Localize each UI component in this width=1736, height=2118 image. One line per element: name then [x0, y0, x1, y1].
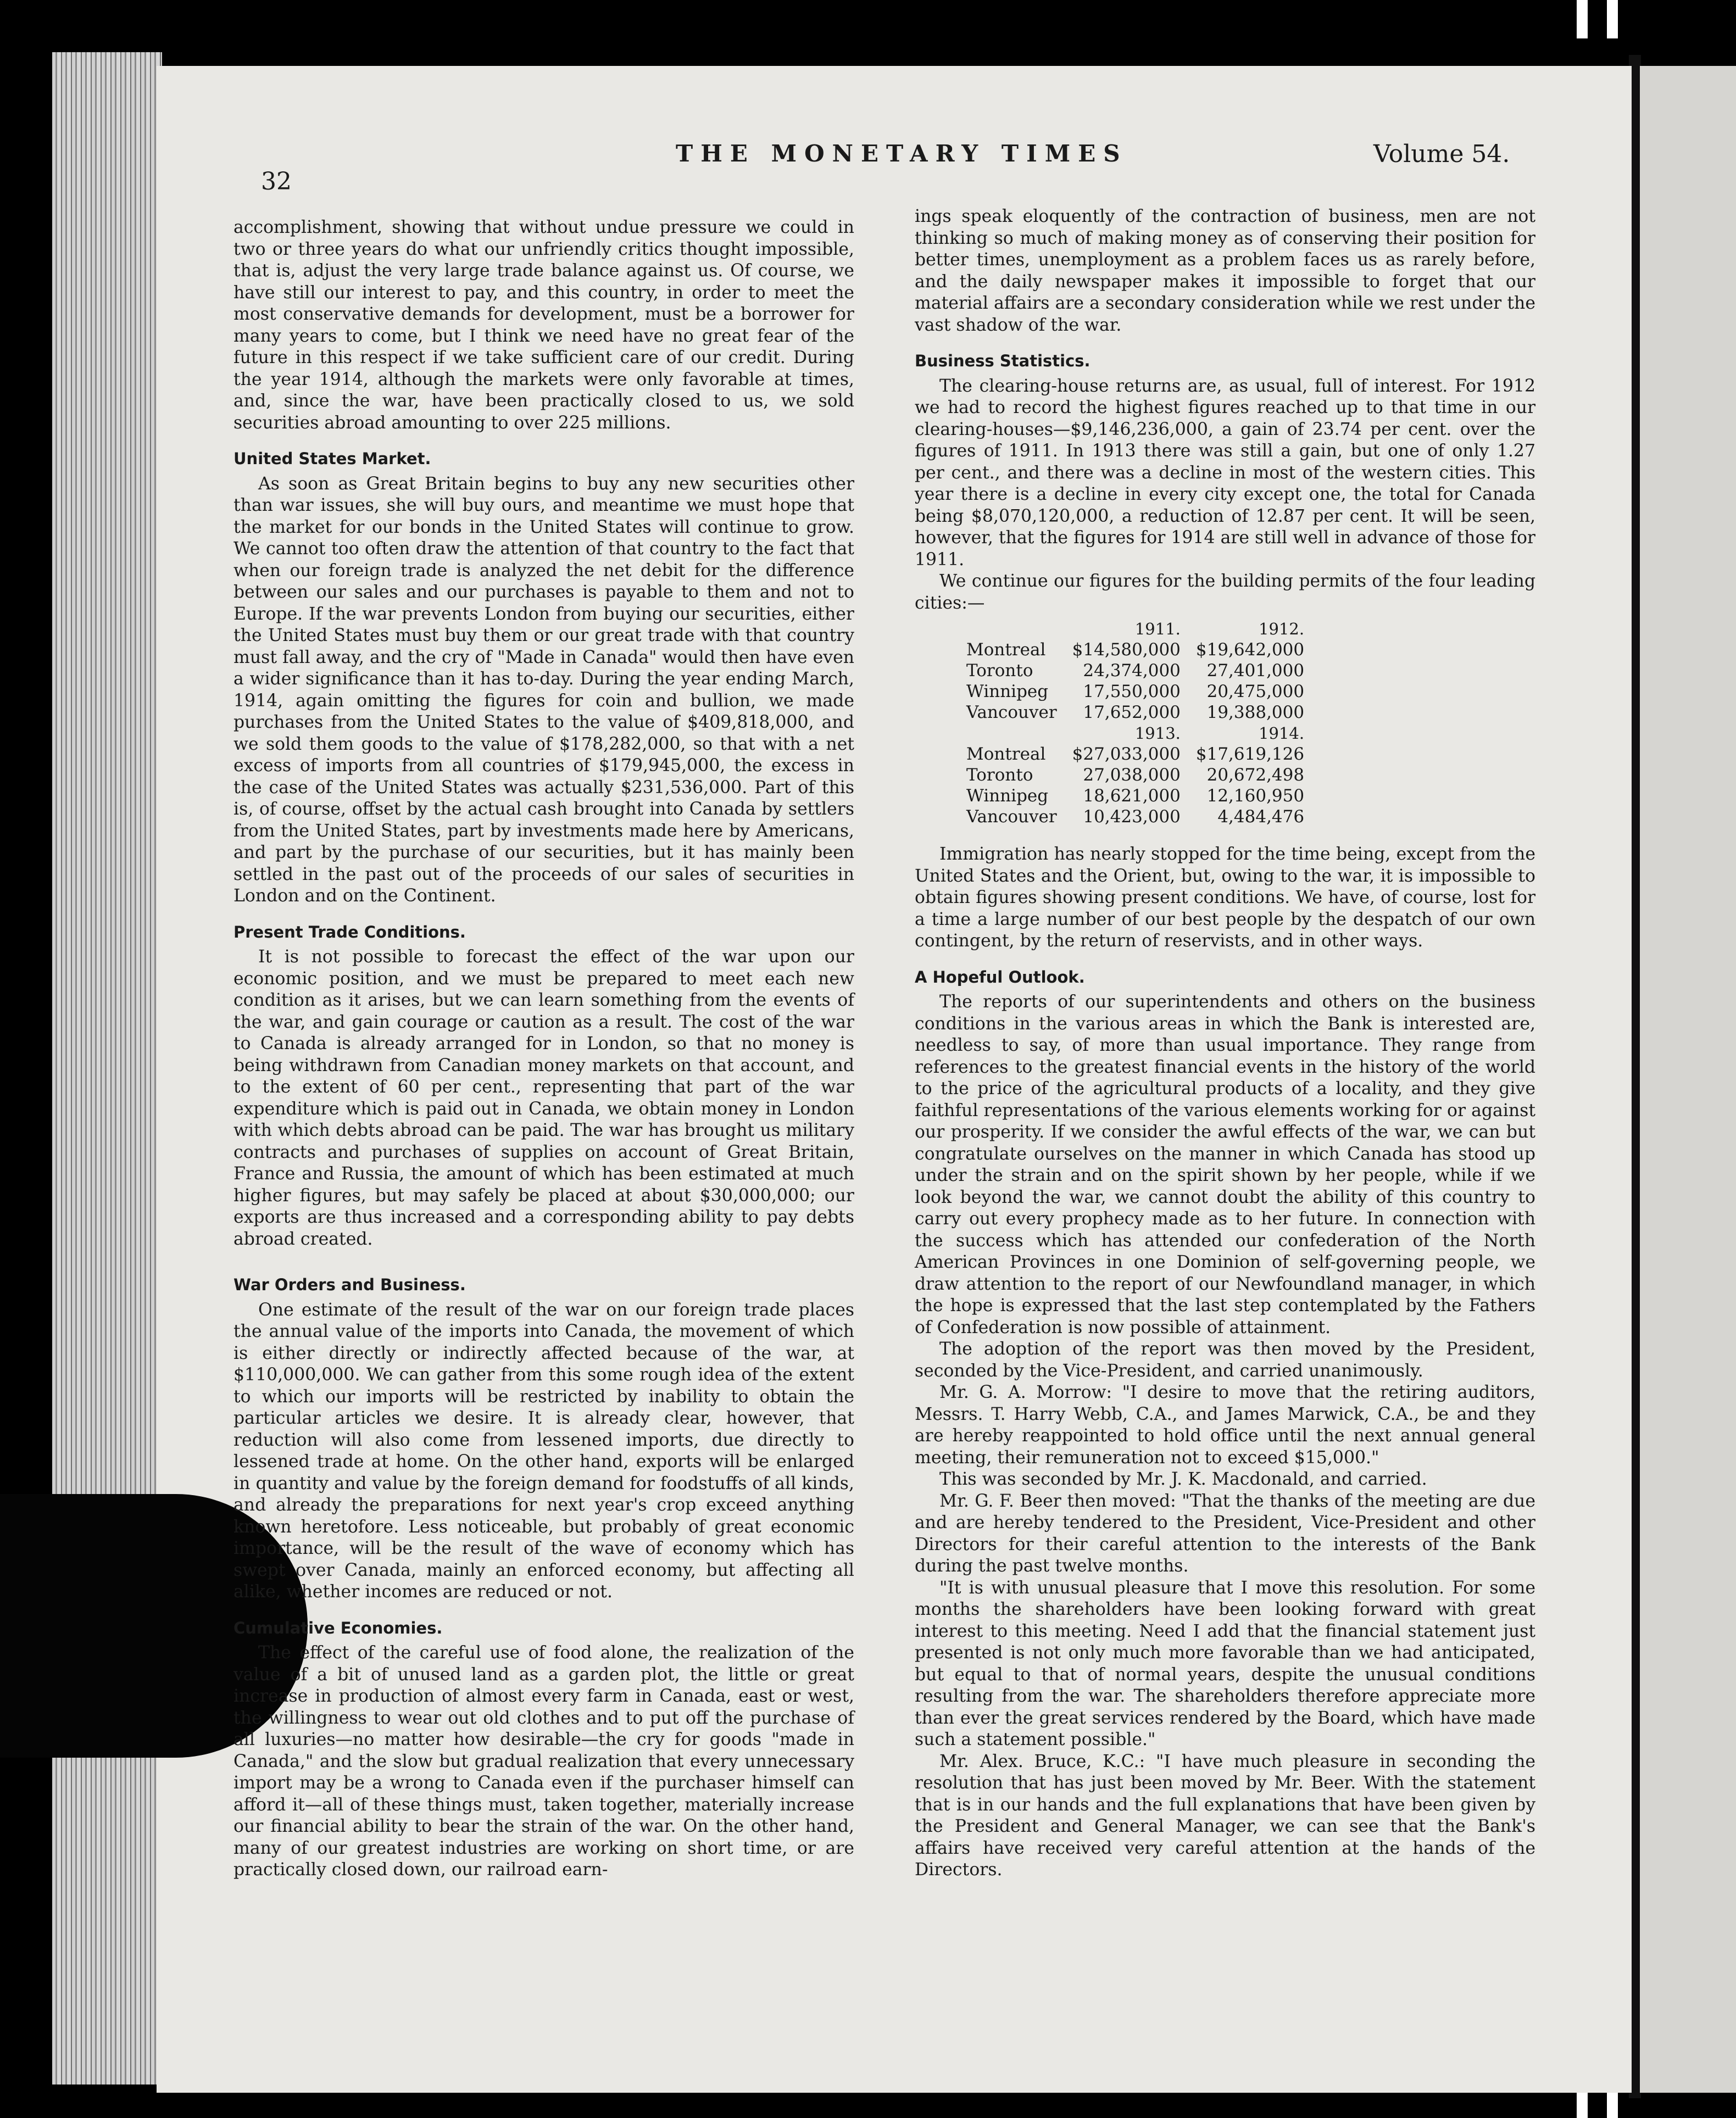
value-cell: 20,672,498 — [1206, 765, 1305, 785]
value-cell: 18,621,000 — [1083, 786, 1181, 806]
section-heading: Present Trade Conditions. — [233, 922, 466, 941]
year-label: 1911. — [1134, 620, 1181, 638]
paragraph: Immigration has nearly stopped for the time being, except from the United States and the Orient, but, owing to the war, it is impossible to obtain figures showing present conditions. We have, of course, lost for a time a large number of our best people by the despatch of our own contingent, by the return of reservists, and in other ways. — [915, 844, 1535, 951]
facing-page — [1640, 66, 1736, 2093]
section-heading: Business Statistics. — [915, 352, 1090, 370]
value-cell: 4,484,476 — [1217, 807, 1305, 827]
paragraph: It is not possible to forecast the effect of the war upon our economic position, and we must be prepared to meet each new condition as it arises, but we can learn something from the events of the war, and gain courage or caution as a result. The cost of the war to Canada is already arranged for in London, so that no money is being withdrawn from Canadian money markets on that account, and to the extent of 60 per cent., representing that part of the war expenditure which is paid out in Canada, we obtain money in London with which debts abroad can be paid. The war has brought us military contracts and purchases of supplies on account of Great Britain, France and Russia, the amount of which has been estimated at much higher figures, but may safely be placed at about $30,000,000; our exports are thus increased and a corresponding ability to pay debts abroad created. — [233, 947, 854, 1249]
value-cell: $17,619,126 — [1195, 744, 1305, 764]
volume-label: Volume 54. — [1373, 140, 1510, 168]
value-cell: 20,475,000 — [1206, 682, 1305, 701]
table-row — [959, 785, 1312, 806]
page-number: 32 — [261, 168, 292, 196]
city-cell: Toronto — [966, 661, 1033, 681]
paragraph: The reports of our superintendents and others on the business conditions in the various areas in which the Bank is interested are, needless to say, of more than usual importance. They range from references to the greatest financial events in the history of the world to the price of the agricultural products of a locality, and they give faithful representations of the various elements working for or against our prosperity. If we consider the awful effects of the war, we can but congratulate ourselves on the manner in which Canada has stood up under the strain and on the spirit shown by her people, while if we look beyond the war, we cannot doubt the ability of this country to carry out every prophecy made as to her future. In connection with the success which has attended our confederation of the North American Provinces in one Dominion of self-governing people, we draw attention to the report of our Newfoundland manager, in which the hope is expressed that the last step contemplated by the Fathers of Confederation is now possible of attainment. — [915, 992, 1535, 1337]
city-cell: Winnipeg — [966, 786, 1049, 806]
paragraph: We continue our figures for the building permits of the four leading cities:— — [915, 571, 1535, 613]
book-page-edges — [52, 52, 162, 2084]
paragraph: As soon as Great Britain begins to buy any new securities other than war issues, she will buy ours, and meantime we must hope that the market for our bonds in the United States will continue to grow. We cannot too often draw the attention of that country to the fact that when our foreign trade is analyzed the net debit for the difference between our sales and our purchases is payable to them and not to Europe. If the war prevents London from buying our securities, either the United States must buy them or our great trade with that country must fall away, and the cry of "Made in Canada" would then have even a wider significance than it has to-day. During the year ending March, 1914, again omitting the figures for coin and bullion, we made purchases from the United States to the value of $409,818,000, and we sold them goods to the value of $178,282,000, so that with a net excess of imports from all countries of $179,945,000, the excess in the case of the United States was actually $231,536,000. Part of this is, of course, offset by the actual cash brought into Canada by settlers from the United States, part by investments made here by Americans, and part by the purchase of our securities, but it has mainly been settled in the past out of the proceeds of our sales of securities in London and on the Continent. — [233, 473, 854, 906]
value-cell: 17,652,000 — [1083, 703, 1181, 722]
paragraph: This was seconded by Mr. J. K. Macdonald, and carried. — [939, 1469, 1427, 1489]
film-mark — [1607, 0, 1618, 38]
value-cell: 27,038,000 — [1083, 765, 1181, 785]
city-cell: Winnipeg — [966, 682, 1049, 701]
city-cell: Montreal — [966, 744, 1046, 764]
paragraph: The adoption of the report was then moved by the President, seconded by the Vice-President, and carried unanimously. — [915, 1339, 1535, 1381]
city-cell: Vancouver — [966, 807, 1057, 827]
table-year-row — [959, 618, 1312, 639]
table-row — [959, 681, 1312, 702]
section-heading: United States Market. — [233, 449, 431, 468]
section-heading: Cumulative Economies. — [233, 1618, 443, 1637]
city-cell: Toronto — [966, 765, 1033, 785]
table-row — [959, 660, 1312, 681]
journal-title: THE MONETARY TIMES — [676, 140, 1128, 167]
year-label: 1912. — [1259, 620, 1305, 638]
paragraph: "It is with unusual pleasure that I move this resolution. For some months the shareholders have been looking forward with great interest to this meeting. Need I add that the financial statement just presented is not only much more favorable than we had anticipated, but equal to that of normal years, despite the unusual conditions resulting from the war. The shareholders therefore appreciate more than ever the great services rendered by the Board, which have made such a statement possible." — [915, 1578, 1535, 1749]
city-cell: Montreal — [966, 640, 1046, 660]
table-row — [959, 639, 1312, 660]
table-year-row — [959, 723, 1312, 744]
paragraph: The effect of the careful use of food alone, the realization of the value of a bit of unused land as a garden plot, the little or great increase in production of almost every farm in Canada, east or west, the willingness to wear out old clothes and to put off the purchase of all luxuries—no matter how desirable—the cry for goods "made in Canada," and the slow but gradual realization that every unnecessary import may be a wrong to Canada even if the purchaser himself can afford it—all of these things must, taken together, materially increase our financial ability to bear the strain of the war. On the other hand, many of our greatest industries are working on short time, or are practically closed down, our railroad earn- — [233, 1643, 854, 1880]
table-row — [959, 702, 1312, 723]
section-heading: War Orders and Business. — [233, 1275, 466, 1294]
paragraph: ings speak eloquently of the contraction of business, men are not thinking so much of making money as of conserving their position for better times, unemployment as a problem faces us as rarely before, and the daily newspaper makes it impossible to forget that our material affairs are a secondary consideration while we rest under the vast shadow of the war. — [915, 207, 1535, 335]
value-cell: $19,642,000 — [1195, 640, 1305, 660]
value-cell: $14,580,000 — [1072, 640, 1181, 660]
paragraph: Mr. G. F. Beer then moved: "That the thanks of the meeting are due and are hereby tendered to the President, Vice-President and other Directors for their careful attention to the interests of the Bank during the past twelve months. — [915, 1491, 1535, 1576]
value-cell: 17,550,000 — [1083, 682, 1181, 701]
value-cell: $27,033,000 — [1072, 744, 1181, 764]
right-column — [915, 206, 1535, 1881]
table-row — [959, 806, 1312, 827]
value-cell: 27,401,000 — [1206, 661, 1305, 681]
film-mark — [1577, 0, 1588, 38]
year-label: 1914. — [1259, 724, 1305, 743]
value-cell: 19,388,000 — [1206, 703, 1305, 722]
table-row — [959, 765, 1312, 785]
paragraph: accomplishment, showing that without undue pressure we could in two or three years do what our unfriendly critics thought impossible, that is, adjust the very large trade balance against us. Of course, we have still our interest to pay, and this country, in order to meet the most conservative demands for development, must be a borrower for many years to come, but I think we need have no great fear of the future in this respect if we take sufficient care of our credit. During the year 1914, although the markets were only favorable at times, and, since the war, have been practically closed to us, we sold securities abroad amounting to over 225 millions. — [233, 218, 854, 433]
value-cell: 24,374,000 — [1083, 661, 1181, 681]
value-cell: 12,160,950 — [1206, 786, 1305, 806]
paragraph: The clearing-house returns are, as usual, full of interest. For 1912 we had to record the highest figures reached up to that time in our clearing-houses—$9,146,236,000, a gain of 23.74 per cent. over the figures of 1911. In 1913 there was still a gain, but one of only 1.27 per cent., and there was a decline in most of the western cities. This year there is a decline in every city except one, the total for Canada being $8,070,120,000, a reduction of 12.87 per cent. It will be seen, however, that the figures for 1914 are still well in advance of those for 1911. — [915, 376, 1535, 570]
year-label: 1913. — [1134, 724, 1181, 743]
paragraph: Mr. Alex. Bruce, K.C.: "I have much pleasure in seconding the resolution that has just been moved by Mr. Beer. With the statement that is in our hands and the full explanations that have been given by the President and General Manager, we can see that the Bank's affairs have received very careful attention at the hands of the Directors. — [915, 1751, 1535, 1880]
table-row — [959, 744, 1312, 765]
left-column — [233, 217, 854, 1881]
value-cell: 10,423,000 — [1083, 807, 1181, 827]
paragraph: One estimate of the result of the war on our foreign trade places the annual value of the imports into Canada, the movement of which is either directly or indirectly affected because of the war, at $110,000,000. We can gather from this some rough idea of the extent to which our imports will be restricted by inability to obtain the particular articles we desire. It is already clear, however, that reduction will also come from lessened imports, due directly to lessened trade at home. On the other hand, exports will be enlarged in quantity and value by the foreign demand for foodstuffs of all kinds, and already the preparations for next year's crop exceed anything known heretofore. Less noticeable, but probably of great economic importance, will be the result of the wave of economy which has swept over Canada, mainly an enforced economy, but affecting all alike, whether incomes are reduced or not. — [233, 1300, 854, 1602]
paragraph: Mr. G. A. Morrow: "I desire to move that the retiring auditors, Messrs. T. Harry Webb, C.A., and James Marwick, C.A., be and they are hereby reappointed to hold office until the next annual general meeting, their remuneration not to exceed $15,000." — [915, 1383, 1535, 1468]
section-heading: A Hopeful Outlook. — [915, 967, 1085, 986]
city-cell: Vancouver — [966, 703, 1057, 722]
building-permits-table — [959, 618, 1312, 827]
